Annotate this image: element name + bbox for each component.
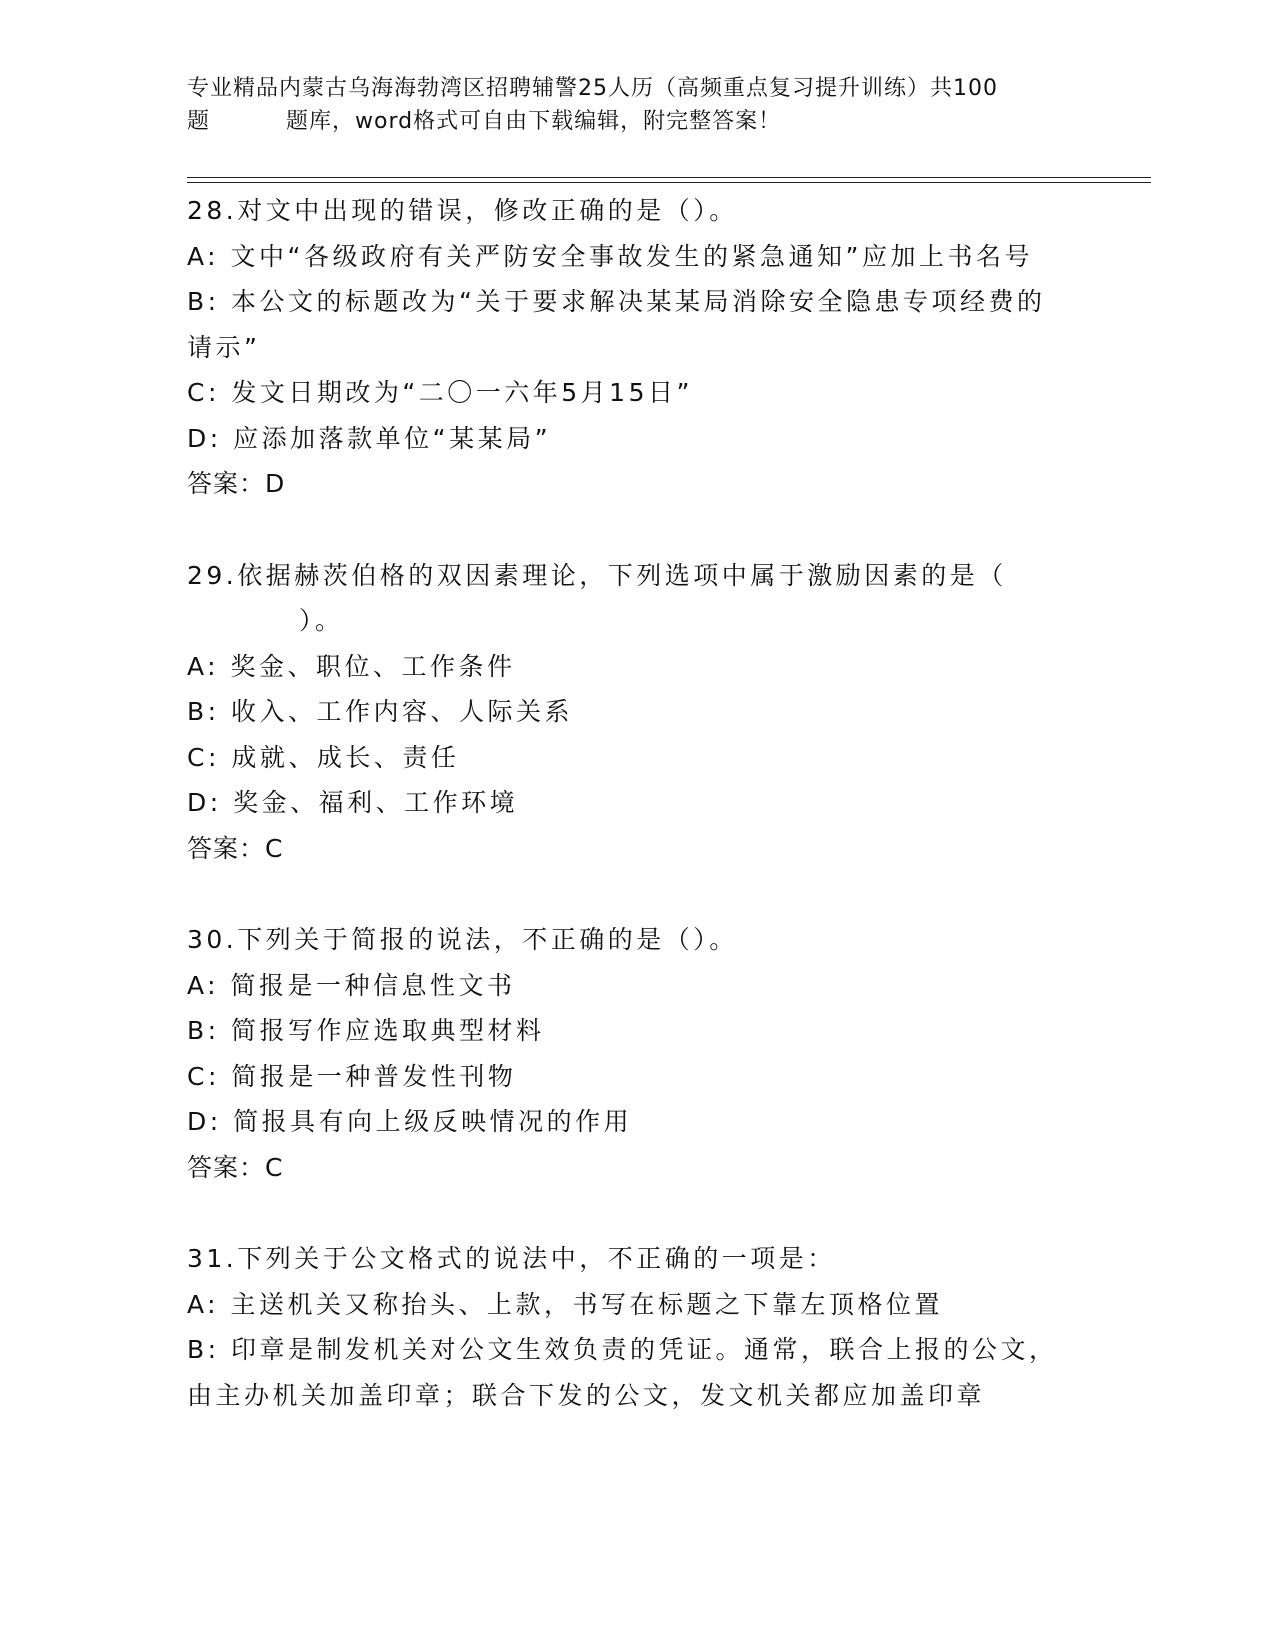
option-a: A: 简报是一种信息性文书: [187, 970, 516, 1000]
question-stem: 30.下列关于简报的说法，不正确的是（）。: [187, 925, 738, 954]
option-a: A: 文中“各级政府有关严防安全事故发生的紧急通知”应加上书名号: [187, 241, 1033, 271]
option-b-continued: 请示”: [187, 332, 261, 362]
question-31: [187, 1236, 1087, 1418]
question-stem: 31.下列关于公文格式的说法中，不正确的一项是：: [187, 1244, 836, 1273]
question-29: [187, 553, 1087, 872]
option-b-continued: 由主办机关加盖印章；联合下发的公文，发文机关都应加盖印章: [187, 1380, 986, 1410]
document-header: [187, 72, 1087, 138]
option-b: B: 印章是制发机关对公文生效负责的凭证。通常，联合上报的公文，: [187, 1335, 1058, 1364]
answer-label: 答案：D: [187, 469, 286, 498]
question-stem: 29.依据赫茨伯格的双因素理论，下列选项中属于激励因素的是（: [187, 560, 1007, 590]
option-d: D: 应添加落款单位“某某局”: [187, 423, 552, 453]
option-c: C: 简报是一种普发性刊物: [187, 1061, 517, 1091]
option-c: C: 成就、成长、责任: [187, 742, 460, 772]
option-a: A: 主送机关又称抬头、上款，书写在标题之下靠左顶格位置: [187, 1289, 944, 1319]
option-d: D: 简报具有向上级反映情况的作用: [187, 1107, 633, 1136]
question-stem: 28.对文中出现的错误，修改正确的是（）。: [187, 196, 738, 225]
header-rule-top: [187, 177, 1151, 178]
question-stem-continued: ）。: [299, 606, 344, 635]
answer-label: 答案：C: [187, 833, 284, 863]
header-rule-bottom: [187, 182, 1151, 183]
header-line-2-start: 题: [187, 109, 211, 134]
option-b: B: 本公文的标题改为“关于要求解决某某局消除安全隐患专项经费的: [187, 287, 1046, 316]
header-title-line-1: 专业精品内蒙古乌海海勃湾区招聘辅警25人历（高频重点复习提升训练）共100: [187, 76, 998, 101]
question-30: [187, 917, 1087, 1190]
option-a: A: 奖金、职位、工作条件: [187, 651, 516, 681]
answer-label: 答案：C: [187, 1152, 284, 1182]
option-b: B: 收入、工作内容、人际关系: [187, 697, 574, 726]
question-28: [187, 188, 1087, 507]
header-title-line-2: [187, 105, 1087, 138]
option-c: C: 发文日期改为“二〇一六年5月15日”: [187, 378, 693, 407]
option-d: D: 奖金、福利、工作环境: [187, 788, 519, 817]
header-line-2-rest: 题库，word格式可自由下载编辑，附完整答案！: [286, 109, 782, 134]
option-b: B: 简报写作应选取典型材料: [187, 1016, 545, 1045]
question-list: [187, 188, 1087, 1418]
